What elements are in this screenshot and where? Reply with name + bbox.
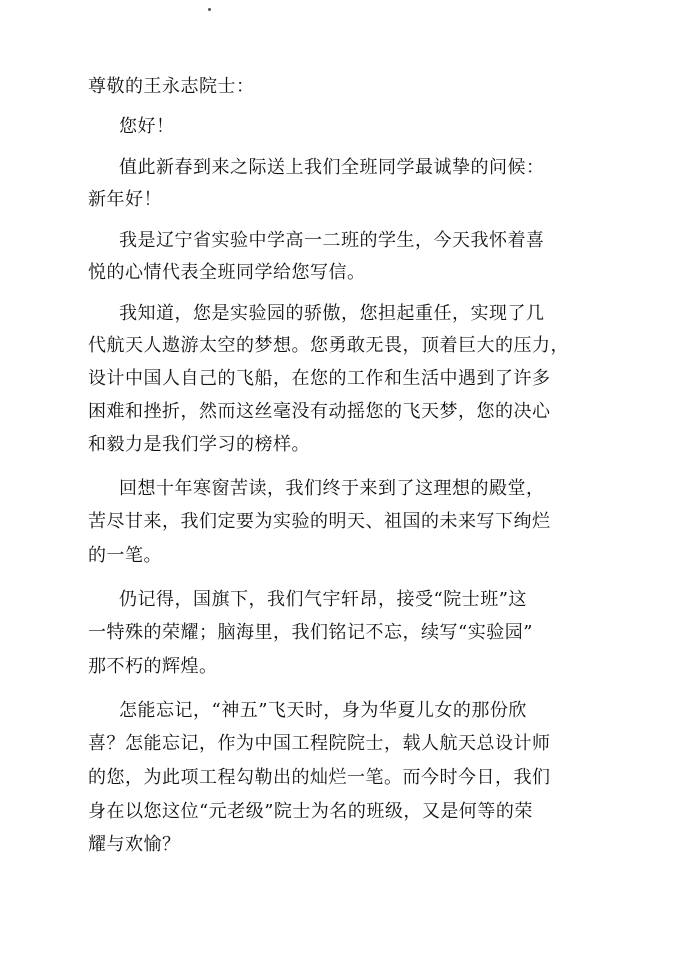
paragraph-line: 设计中国人自己的飞船，在您的工作和生活中遇到了许多 bbox=[88, 368, 551, 389]
paragraph-line: 苦尽甘来，我们定要为实验的明天、祖国的未来写下绚烂 bbox=[88, 511, 551, 532]
paragraph-line: 值此新春到来之际送上我们全班同学最诚挚的问候： bbox=[119, 157, 545, 178]
paragraph-line: 回想十年寒窗苦读，我们终于来到了这理想的殿堂， bbox=[119, 478, 545, 499]
paragraph-line: 的一笔。 bbox=[88, 545, 162, 566]
paragraph-line: 一特殊的荣耀；脑海里，我们铭记不忘，续写“实验园” bbox=[88, 622, 533, 643]
paragraph-line: 喜？怎能忘记，作为中国工程院院士，载人航天总设计师 bbox=[88, 733, 551, 754]
paragraph-line: 我是辽宁省实验中学高一二班的学生，今天我怀着喜 bbox=[119, 230, 545, 251]
paragraph-line: 我知道，您是实验园的骄傲，您担起重任，实现了几 bbox=[119, 303, 545, 324]
paragraph-line: 和毅力是我们学习的榜样。 bbox=[88, 434, 310, 455]
salutation: 尊敬的王永志院士： bbox=[88, 76, 255, 97]
paragraph-line: 仍记得，国旗下，我们气宇轩昂，接受“院士班”这 bbox=[119, 589, 527, 610]
paragraph-line: 身在以您这位“元老级”院士为名的班级，又是何等的荣 bbox=[88, 801, 533, 822]
greeting-line: 您好！ bbox=[119, 116, 175, 137]
paragraph-line: 那不朽的辉煌。 bbox=[88, 656, 218, 677]
paragraph-line: 困难和挫折，然而这丝毫没有动摇您的飞天梦，您的决心 bbox=[88, 401, 551, 422]
paragraph-line: 怎能忘记，“神五”飞天时，身为华夏儿女的那份欣 bbox=[119, 700, 527, 721]
paragraph-line: 耀与欢愉？ bbox=[88, 834, 181, 855]
scan-speck bbox=[208, 8, 211, 11]
paragraph-line: 的您，为此项工程勾勒出的灿烂一笔。而今时今日，我们 bbox=[88, 767, 551, 788]
paragraph-line: 新年好！ bbox=[88, 189, 162, 210]
paragraph-line: 悦的心情代表全班同学给您写信。 bbox=[88, 262, 366, 283]
paragraph-line: 代航天人遨游太空的梦想。您勇敢无畏，顶着巨大的压力， bbox=[88, 335, 569, 356]
